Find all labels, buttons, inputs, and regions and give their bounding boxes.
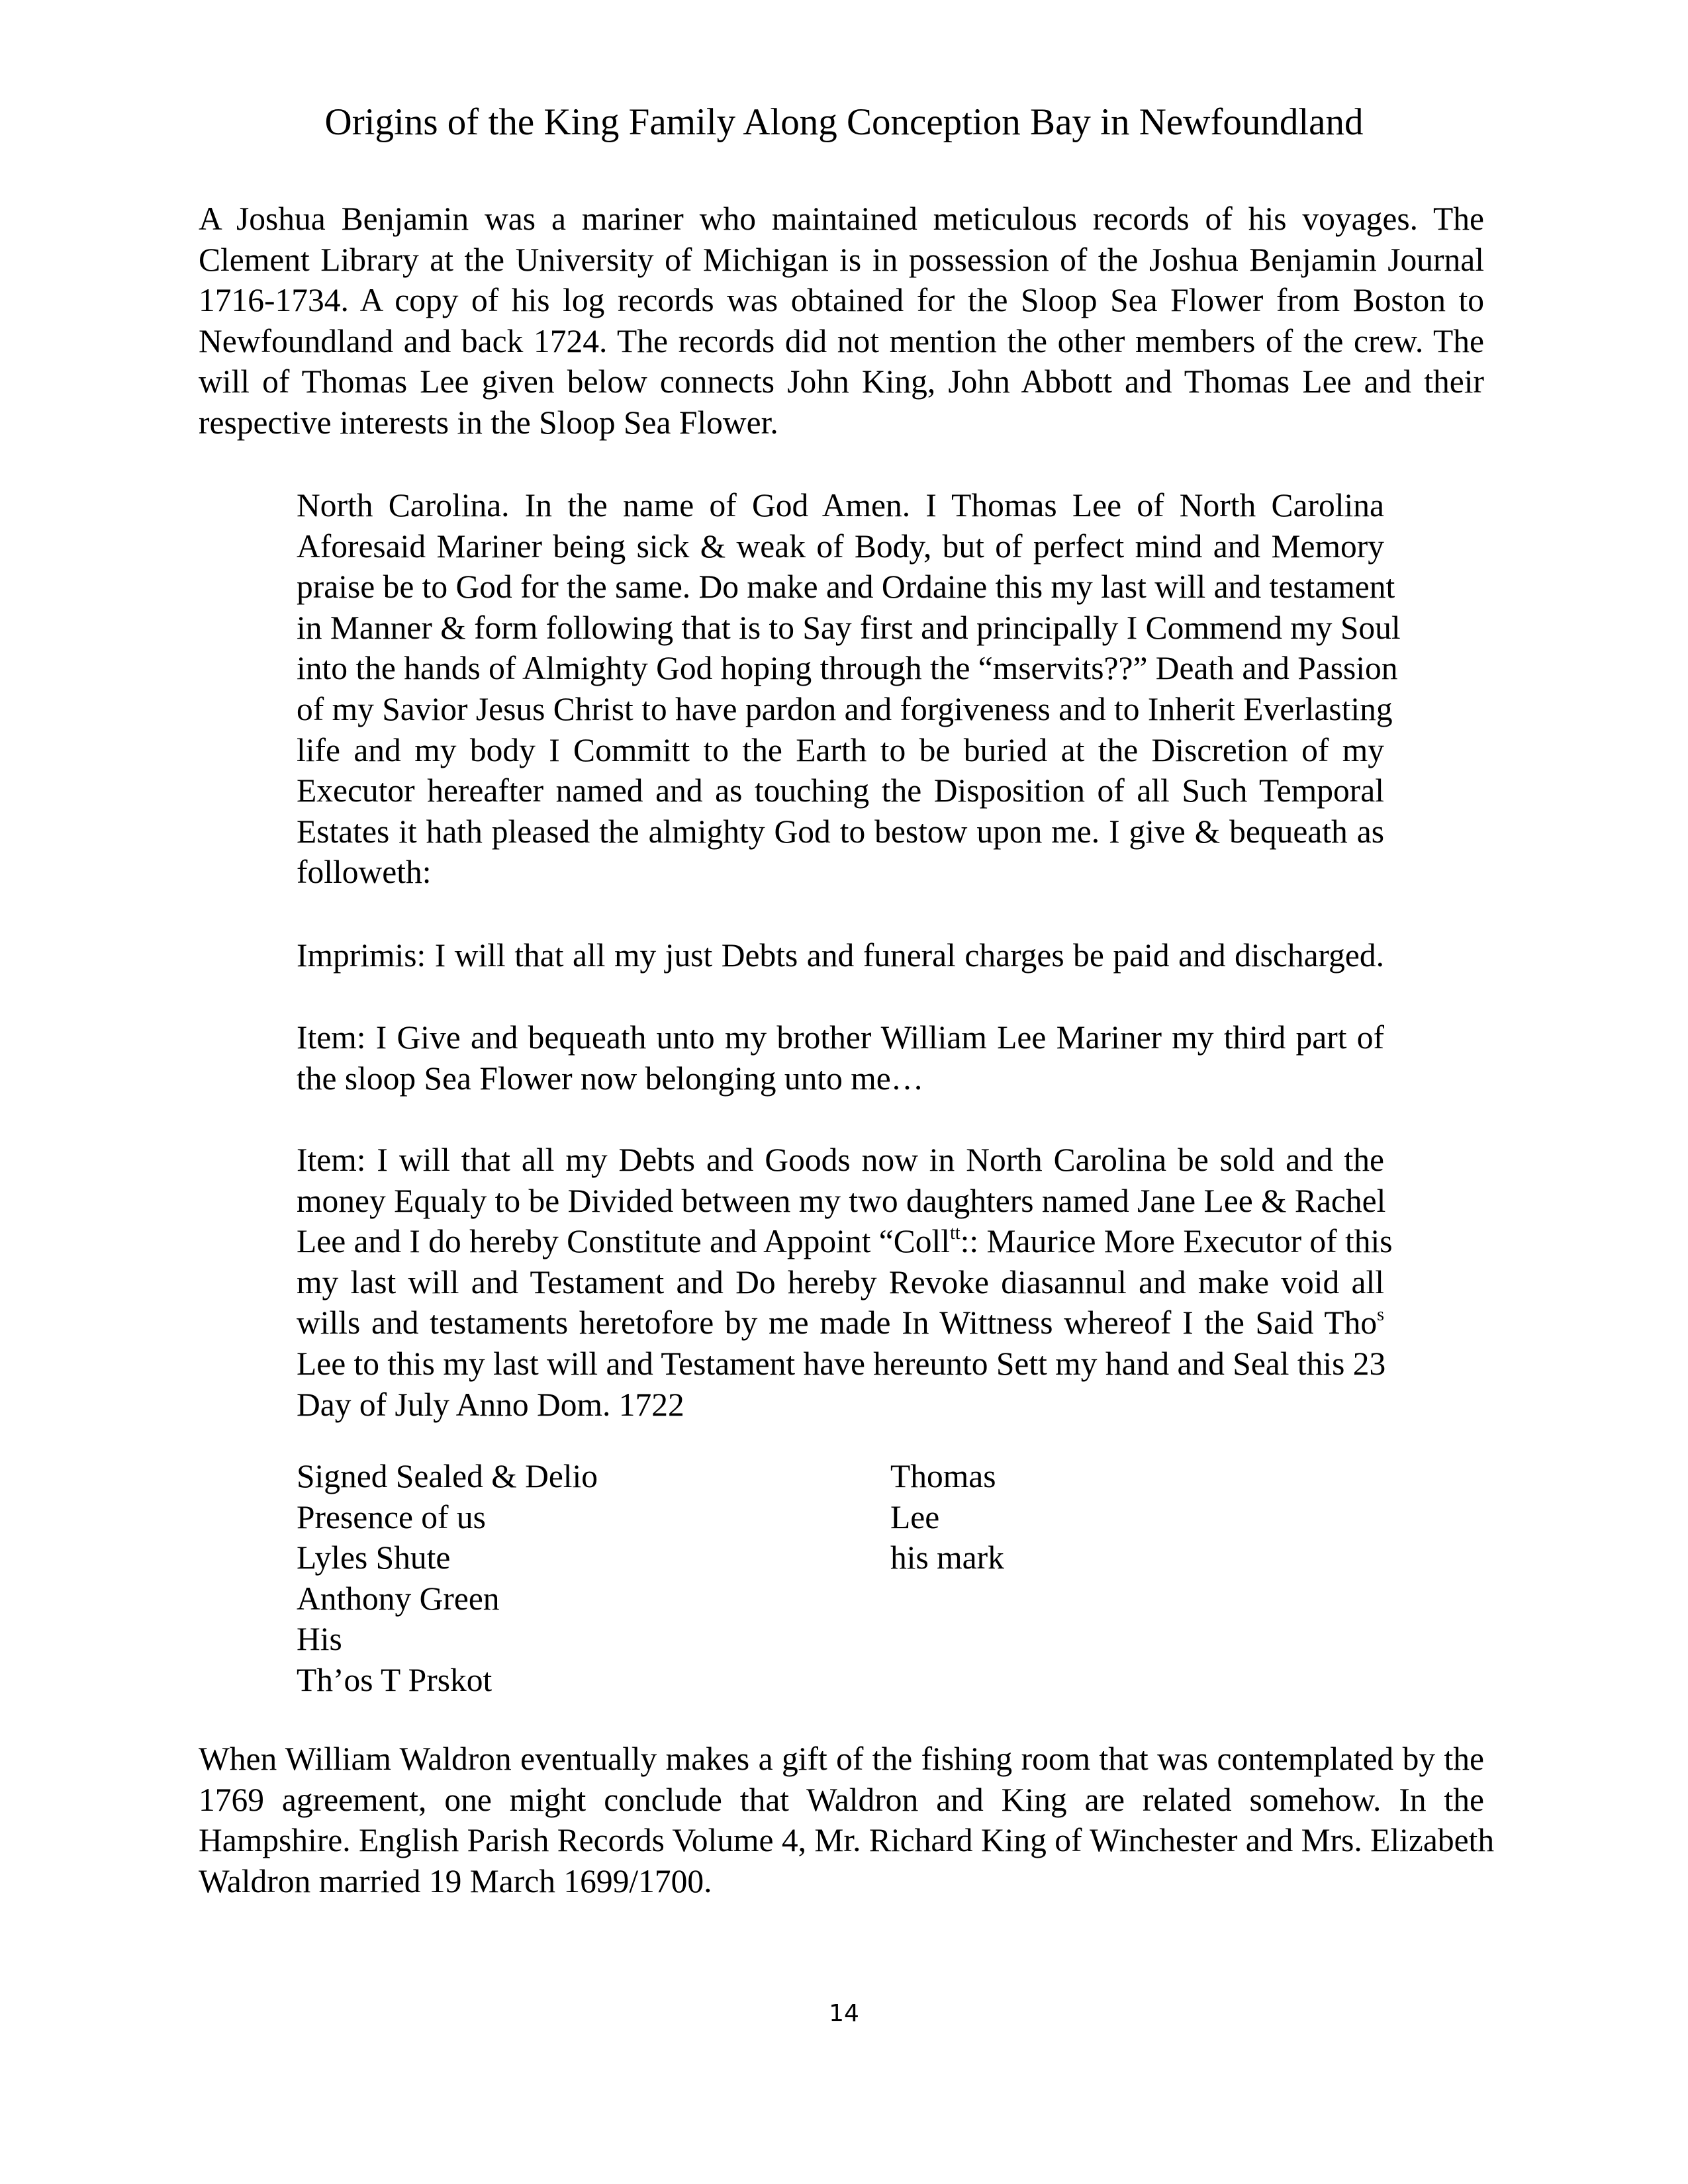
signature-line: Signed Sealed & Delio	[297, 1458, 598, 1494]
page-title: Origins of the King Family Along Conception Bay in Newfoundland	[324, 101, 1364, 143]
will-item-brother	[297, 1017, 1384, 1099]
page-number: 14	[829, 2000, 859, 2027]
text-line: Item: I will that all my Debts and Goods now in North Carolina be sold and the	[297, 1142, 1384, 1178]
signature-line: Lee	[890, 1498, 940, 1535]
text-line: Aforesaid Mariner being sick & weak of Body, but of perfect mind and Memory	[297, 527, 1384, 565]
superscript: s	[1377, 1304, 1384, 1326]
text-line: Estates it hath pleased the almighty God to bestow upon me. I give & bequeath as	[297, 813, 1384, 850]
text-line: Lee and I do hereby Constitute and Appoint “Coll$^{tt}$:: Maurice More Executor of this	[297, 1223, 1393, 1260]
signature-line: Thomas	[890, 1458, 996, 1494]
text-line: Item: I Give and bequeath unto my brother William Lee Mariner my third part of	[297, 1019, 1384, 1056]
signature-line: his mark	[890, 1539, 1004, 1576]
signature-line: Th’os T Prskot	[297, 1661, 492, 1698]
will-imprimis	[297, 935, 1384, 976]
testator-signature	[890, 1456, 1004, 1578]
signature-line: His	[297, 1621, 342, 1658]
closing-paragraph	[199, 1739, 1495, 1901]
text-line: Lee to this my last will and Testament have hereunto Sett my hand and Seal this 23	[297, 1345, 1386, 1382]
witness-signatures	[297, 1456, 598, 1701]
text-line: in Manner & form following that is to Say first and principally I Commend my Soul	[297, 609, 1401, 646]
text-line: life and my body I Committ to the Earth to be buried at the Discretion of my	[297, 731, 1384, 768]
text-line: North Carolina. In the name of God Amen. I Thomas Lee of North Carolina	[297, 487, 1384, 523]
text-line: praise be to God for the same. Do make and Ordaine this my last will and testament	[297, 569, 1395, 606]
text-line: A Joshua Benjamin was a mariner who maintained meticulous records of his voyages. The	[199, 201, 1484, 237]
superscript: tt	[950, 1223, 961, 1244]
intro-paragraph	[199, 199, 1484, 443]
text-line: 1716-1734. A copy of his log records was obtained for the Sloop Sea Flower from Boston to	[199, 282, 1484, 319]
text-line: respective interests in the Sloop Sea Flower.	[199, 404, 778, 441]
text-line: Executor hereafter named and as touching the Disposition of all Such Temporal	[297, 772, 1384, 809]
will-item-daughters	[297, 1140, 1393, 1425]
text-line: money Equaly to be Divided between my two daughters named Jane Lee & Rachel	[297, 1182, 1386, 1219]
text-line: my last will and Testament and Do hereby Revoke diasannul and make void all	[297, 1263, 1384, 1300]
text-line: Hampshire. English Parish Records Volume 4, Mr. Richard King of Winchester and Mrs. Elizabeth	[199, 1822, 1495, 1859]
text-line: Waldron married 19 March 1699/1700.	[199, 1862, 712, 1899]
text-line: into the hands of Almighty God hoping through the “mservits??” Death and Passion	[297, 650, 1398, 687]
text-line: When William Waldron eventually makes a gift of the fishing room that was contemplated by the	[199, 1741, 1484, 1777]
text-line: followeth:	[297, 854, 432, 891]
signature-line: Anthony Green	[297, 1580, 500, 1617]
signature-line: Presence of us	[297, 1498, 486, 1535]
text-line: the sloop Sea Flower now belonging unto me…	[297, 1060, 924, 1097]
text-line: will of Thomas Lee given below connects John King, John Abbott and Thomas Lee and their	[199, 363, 1484, 400]
text-line: Clement Library at the University of Michigan is in possession of the Joshua Benjamin Journal	[199, 241, 1484, 278]
text-line: wills and testaments heretofore by me made In Wittness whereof I the Said Tho$^s$	[297, 1304, 1384, 1342]
text-line: Day of July Anno Dom. 1722	[297, 1386, 684, 1423]
will-preamble	[297, 485, 1401, 893]
text-line: of my Savior Jesus Christ to have pardon and forgiveness and to Inherit Everlasting	[297, 690, 1393, 727]
text-line: Imprimis: I will that all my just Debts and funeral charges be paid and discharged.	[297, 937, 1384, 974]
text-line: 1769 agreement, one might conclude that Waldron and King are related somehow. In the	[199, 1781, 1484, 1818]
signature-line: Lyles Shute	[297, 1539, 451, 1576]
text-line: Newfoundland and back 1724. The records did not mention the other members of the crew. The	[199, 322, 1484, 359]
